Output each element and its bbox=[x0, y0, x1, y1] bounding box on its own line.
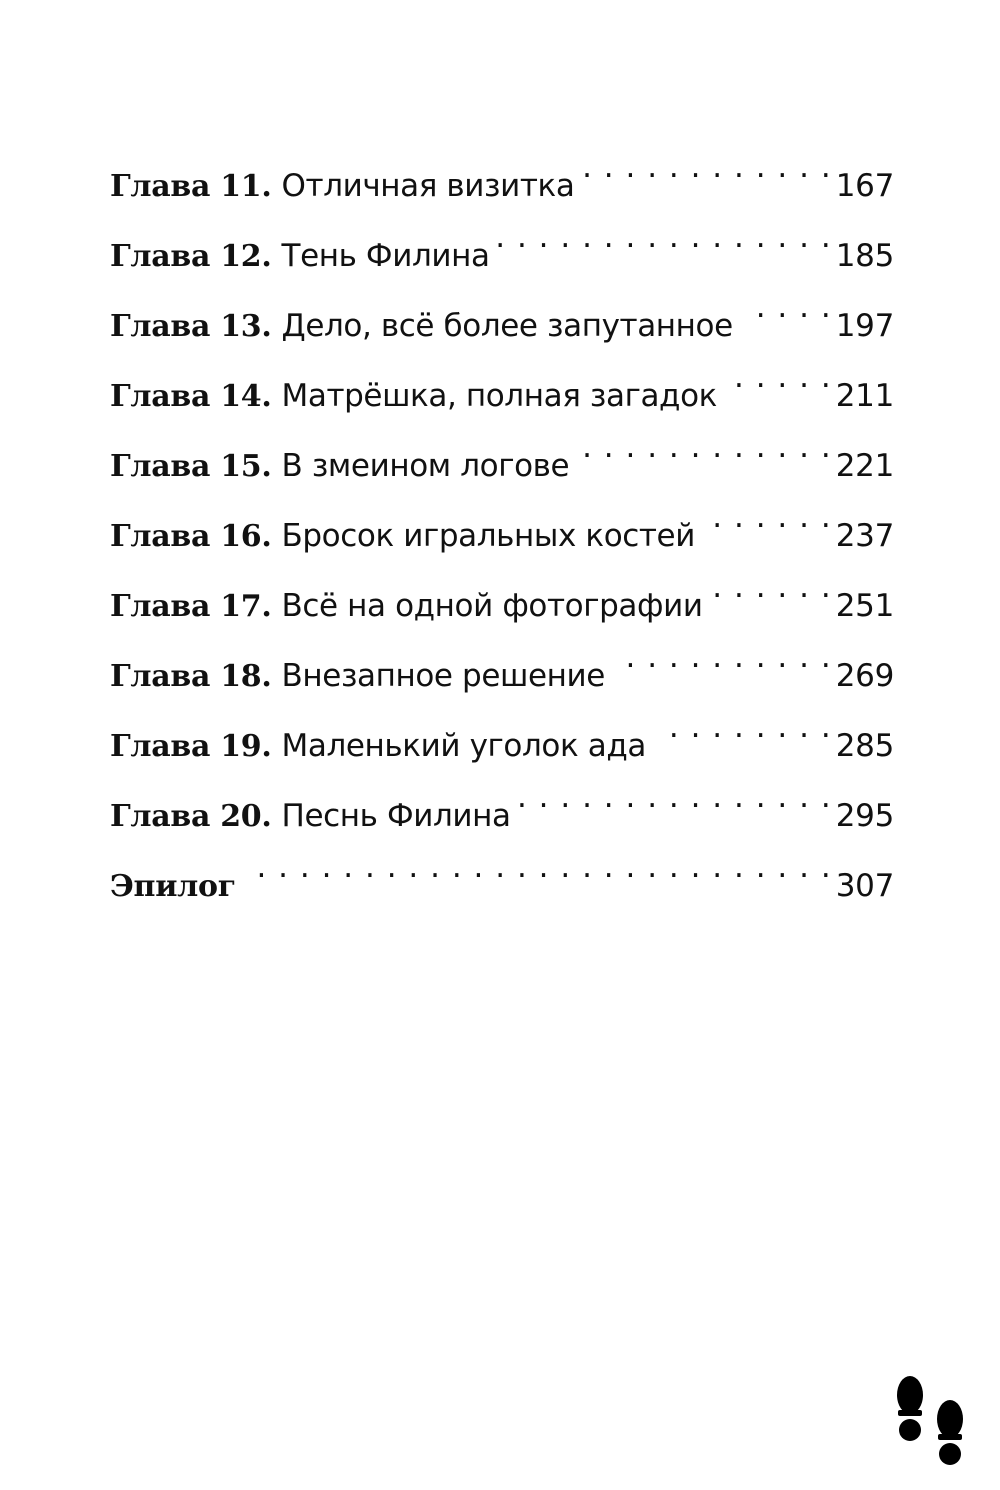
dot-leader bbox=[244, 838, 832, 896]
page-number: 251 bbox=[835, 588, 894, 624]
toc-entry-chapter-14[interactable] bbox=[110, 348, 894, 418]
toc-entry-chapter-13[interactable] bbox=[110, 278, 894, 348]
chapter-label: Глава 20. bbox=[110, 799, 272, 834]
toc-entry-chapter-16[interactable] bbox=[110, 488, 894, 558]
chapter-title: Отличная визитка bbox=[281, 168, 575, 204]
chapter-label: Глава 18. bbox=[110, 659, 272, 694]
chapter-label: Эпилог bbox=[110, 869, 236, 904]
page-number: 185 bbox=[835, 238, 894, 274]
chapter-label: Глава 13. bbox=[110, 309, 272, 344]
dot-leader bbox=[582, 138, 831, 196]
chapter-label: Глава 17. bbox=[110, 589, 272, 624]
toc-entry-chapter-17[interactable] bbox=[110, 558, 894, 628]
dot-leader bbox=[498, 208, 832, 266]
chapter-title: Внезапное решение bbox=[281, 658, 605, 694]
chapter-label: Глава 15. bbox=[110, 449, 272, 484]
toc-entry-chapter-19[interactable] bbox=[110, 698, 894, 768]
toc-entry-chapter-18[interactable] bbox=[110, 628, 894, 698]
chapter-title: Дело, всё более запутанное bbox=[281, 308, 733, 344]
dot-leader bbox=[711, 558, 832, 616]
toc-entry-chapter-12[interactable] bbox=[110, 208, 894, 278]
chapter-label: Глава 14. bbox=[110, 379, 272, 414]
chapter-title: Всё на одной фотографии bbox=[281, 588, 703, 624]
chapter-title: Песнь Филина bbox=[281, 798, 511, 834]
toc-entry-chapter-15[interactable] bbox=[110, 418, 894, 488]
dot-leader bbox=[577, 418, 832, 476]
chapter-title: В змеином логове bbox=[281, 448, 570, 484]
dot-leader bbox=[725, 348, 832, 406]
chapter-title: Бросок игральных костей bbox=[281, 518, 695, 554]
right-footprint bbox=[937, 1400, 963, 1465]
page-number: 295 bbox=[835, 798, 894, 834]
page-number: 269 bbox=[835, 658, 894, 694]
dot-leader bbox=[703, 488, 832, 546]
toc-entry-chapter-20[interactable] bbox=[110, 768, 894, 838]
page-number: 221 bbox=[835, 448, 894, 484]
chapter-title: Матрёшка, полная загадок bbox=[281, 378, 717, 414]
dot-leader bbox=[519, 768, 832, 826]
chapter-label: Глава 19. bbox=[110, 729, 272, 764]
chapter-title: Тень Филина bbox=[281, 238, 490, 274]
chapter-label: Глава 16. bbox=[110, 519, 272, 554]
page-number: 307 bbox=[835, 868, 894, 904]
dot-leader bbox=[613, 628, 832, 686]
chapter-label: Глава 11. bbox=[110, 169, 272, 204]
page-number: 197 bbox=[835, 308, 894, 344]
page-number: 211 bbox=[835, 378, 894, 414]
toc-entry-chapter-11[interactable] bbox=[110, 138, 894, 208]
dot-leader bbox=[654, 698, 832, 756]
toc-entry-epilogue[interactable] bbox=[110, 838, 894, 908]
left-footprint bbox=[897, 1376, 923, 1441]
chapter-title: Маленький уголок ада bbox=[281, 728, 646, 764]
dot-leader bbox=[741, 278, 832, 336]
table-of-contents bbox=[110, 138, 894, 908]
page-number: 167 bbox=[835, 168, 894, 204]
chapter-label: Глава 12. bbox=[110, 239, 272, 274]
footprints-icon bbox=[895, 1375, 969, 1475]
page-number: 237 bbox=[835, 518, 894, 554]
page-number: 285 bbox=[835, 728, 894, 764]
